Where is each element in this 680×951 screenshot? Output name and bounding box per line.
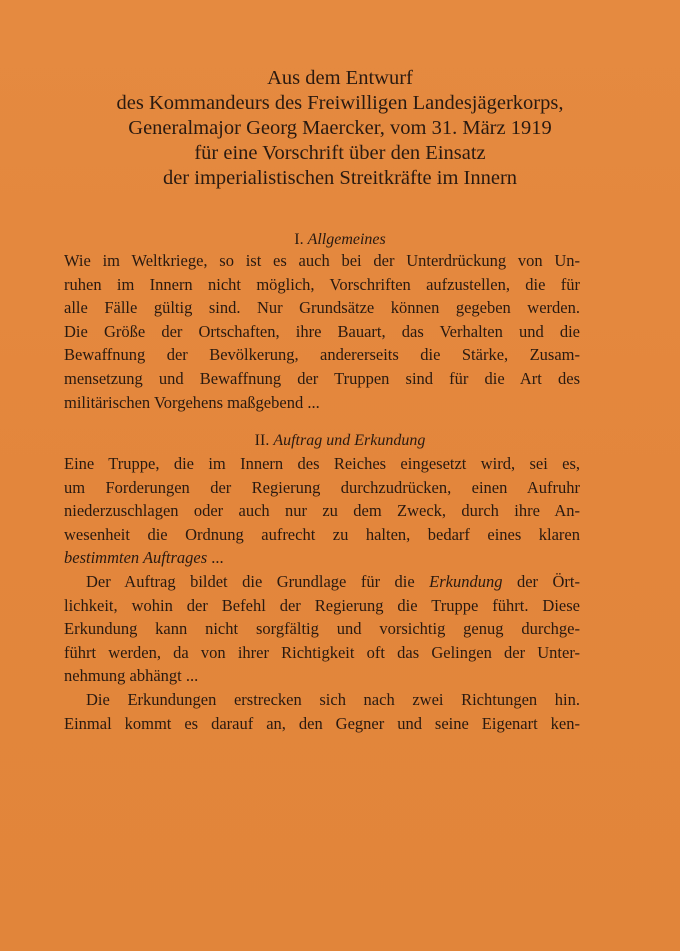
- title-line: für eine Vorschrift über den Einsatz: [194, 142, 486, 164]
- section-number: II.: [254, 432, 270, 449]
- italic-phrase: Erkundung: [429, 571, 503, 591]
- text-line: [64, 546, 580, 570]
- text-line: um Forderungen der Regierung durchzudrücken, einen Aufruhr: [64, 477, 580, 497]
- text-line: Erkundung kann nicht sorgfältig und vorsichtig genug durchge-: [64, 619, 580, 639]
- text-line: führt werden, da von ihrer Richtigkeit oft das Gelingen der Unter-: [64, 642, 580, 662]
- text-fragment: Der Auftrag bildet die Grundlage für die: [86, 571, 430, 591]
- title-line: Generalmajor Georg Maercker, vom 31. März 1919: [128, 117, 552, 139]
- text-line: lichkeit, wohin der Befehl der Regierung die Truppe führt. Diese: [64, 595, 580, 615]
- text-line: Die Größe der Ortschaften, ihre Bauart, das Verhalten und die: [64, 321, 580, 341]
- text-line: wesenheit die Ordnung aufrecht zu halten, bedarf eines klaren: [64, 524, 580, 544]
- section-title: Allgemeines: [307, 231, 386, 248]
- text-line: [64, 570, 580, 594]
- text-line: Die Erkundungen erstrecken sich nach zwei Richtungen hin.: [86, 689, 580, 709]
- text-line: Eine Truppe, die im Innern des Reiches eingesetzt wird, sei es,: [64, 454, 580, 473]
- text-line: nehmung abhängt ...: [64, 666, 199, 686]
- document-title: [40, 66, 640, 191]
- title-line: Aus dem Entwurf: [267, 67, 413, 89]
- section-number: I.: [294, 231, 304, 248]
- text-line: Bewaffnung der Bevölkerung, andererseits die Stärke, Zusam-: [64, 345, 580, 365]
- text-line: Wie im Weltkriege, so ist es auch bei der Unterdrückung von Un-: [64, 251, 580, 270]
- title-line: des Kommandeurs des Freiwilligen Landesjägerkorps,: [116, 92, 564, 114]
- paragraph-auftrag: [64, 452, 580, 735]
- section-heading-1: [0, 231, 680, 249]
- text-line: militärischen Vorgehens maßgebend ...: [64, 392, 320, 412]
- text-line: niederzuschlagen oder auch nur zu dem Zweck, durch ihre An-: [64, 501, 580, 521]
- paragraph-allgemeines: [64, 249, 580, 414]
- section-title: Auftrag und Erkundung: [273, 432, 426, 449]
- text-line: ruhen im Innern nicht möglich, Vorschriften aufzustellen, die für: [64, 274, 580, 294]
- section-heading-2: [0, 432, 680, 450]
- italic-phrase: bestimmten Auftrages: [64, 548, 208, 568]
- ellipsis: ...: [207, 548, 224, 568]
- text-fragment: der Ört-: [502, 571, 580, 591]
- text-line: Einmal kommt es darauf an, den Gegner und seine Eigenart ken-: [64, 713, 580, 733]
- text-line: alle Fälle gültig sind. Nur Grundsätze können gegeben werden.: [64, 298, 580, 318]
- text-line: mensetzung und Bewaffnung der Truppen sind für die Art des: [64, 368, 580, 388]
- title-line: der imperialistischen Streitkräfte im Innern: [162, 167, 518, 189]
